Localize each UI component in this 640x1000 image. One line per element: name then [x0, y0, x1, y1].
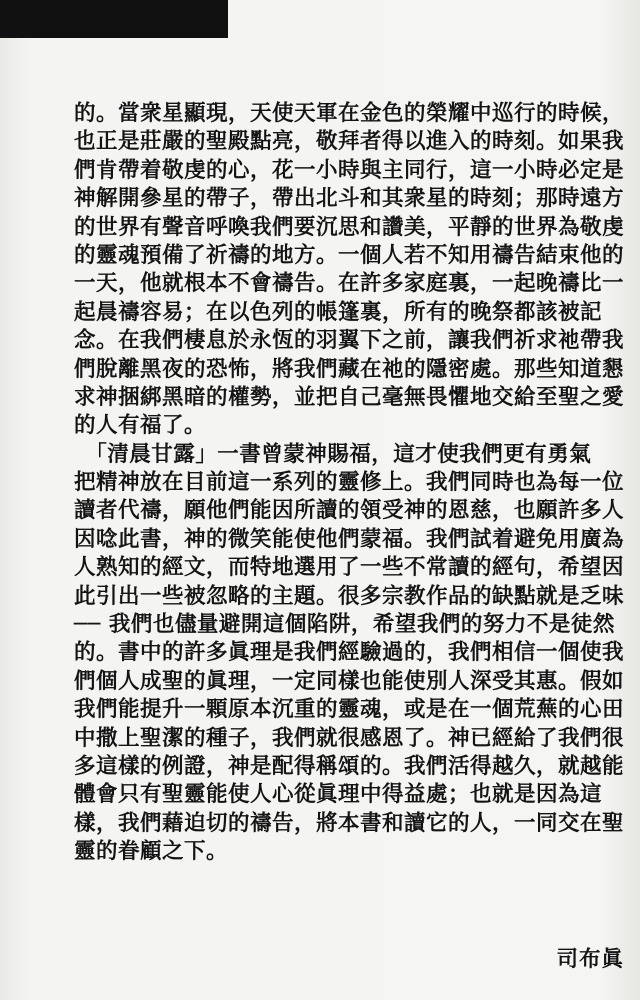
text-line: 起晨禱容易；在以色列的帳篷裏，所有的晚祭都該被記 — [74, 299, 603, 325]
text-line: 人熟知的經文，而特地選用了一些不常讀的經句，希望因 — [74, 555, 625, 581]
text-line: 因唸此書，神的微笑能使他們蒙福。我們試着避免用廣為 — [74, 526, 625, 552]
text-line: 「清晨甘露」一書曾蒙神賜福，這才使我們更有勇氣 — [74, 441, 592, 467]
text-line: 念。在我們棲息於永恆的羽翼下之前，讓我們祈求祂帶我 — [74, 328, 625, 354]
text-line: 們個人成聖的眞理，一定同樣也能使別人深受其惠。假如 — [74, 668, 625, 694]
text-line: 我們能提升一顆原本沉重的靈魂，或是在一個荒蕪的心田 — [74, 697, 625, 723]
text-line: 求神捆綁黑暗的權勢，並把自己毫無畏懼地交給至聖之愛 — [74, 384, 625, 410]
text-line: ── 我們也儘量避開這個陷阱，希望我們的努力不是徒然 — [74, 612, 615, 638]
text-line: 讀者代禱，願他們能因所讀的領受神的恩慈，也願許多人 — [74, 498, 625, 524]
author-signature: 司布眞 — [556, 947, 624, 972]
text-line: 的世界有聲音呼喚我們要沉思和讚美，平靜的世界為敬虔 — [74, 214, 625, 240]
paragraph-2 — [74, 441, 634, 867]
text-line: 中撒上聖潔的種子，我們就很感恩了。神已經給了我們很 — [74, 725, 625, 751]
text-line: 樣，我們藉迫切的禱告，將本書和讀它的人，一同交在聖 — [74, 810, 625, 836]
text-line: 也正是莊嚴的聖殿點亮，敬拜者得以進入的時刻。如果我 — [74, 129, 625, 155]
text-line: 體會只有聖靈能使人心從眞理中得益處；也就是因為這 — [74, 782, 603, 808]
text-line: 的靈魂預備了祈禱的地方。一個人若不知用禱告結束他的 — [74, 242, 625, 268]
text-line: 多這樣的例證，神是配得稱頌的。我們活得越久，就越能 — [74, 753, 625, 779]
text-line: 一天，他就根本不會禱告。在許多家庭裏，一起晚禱比一 — [74, 271, 625, 297]
scan-corner-mark — [0, 0, 228, 38]
text-line: 們脫離黑夜的恐怖，將我們藏在祂的隱密處。那些知道懇 — [74, 356, 625, 382]
text-line: 神解開參星的帶子，帶出北斗和其衆星的時刻；那時遠方 — [74, 186, 625, 212]
text-line: 的。當衆星顯現，天使天軍在金色的榮耀中巡行的時候， — [74, 101, 625, 126]
text-line: 把精神放在目前這一系列的靈修上。我們同時也為每一位 — [74, 470, 625, 496]
paragraph-1 — [74, 100, 634, 441]
text-line: 的人有福了。 — [74, 413, 207, 439]
text-line: 的。書中的許多眞理是我們經驗過的，我們相信一個使我 — [74, 640, 625, 666]
body-text — [74, 100, 634, 867]
text-line: 此引出一些被忽略的主題。很多宗教作品的缺點就是乏味 — [74, 583, 625, 609]
text-line: 們肯帶着敬虔的心，花一小時與主同行，這一小時必定是 — [74, 157, 625, 183]
text-line: 靈的眷顧之下。 — [74, 839, 229, 865]
